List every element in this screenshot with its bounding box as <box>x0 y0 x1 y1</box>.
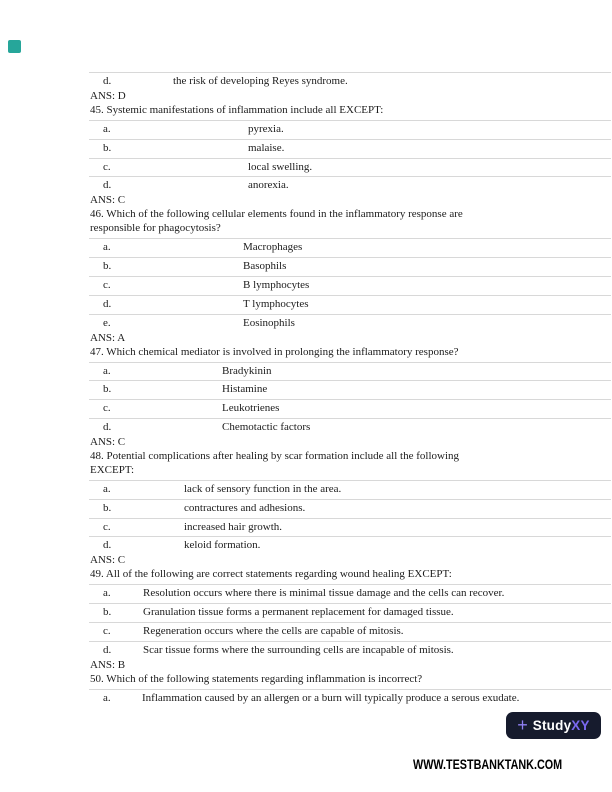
option-text: contractures and adhesions. <box>184 501 306 514</box>
option-row <box>89 536 611 551</box>
question-list <box>90 69 611 706</box>
option-text: Chemotactic factors <box>222 420 311 433</box>
option-text: B lymphocytes <box>243 278 310 291</box>
option-row <box>89 622 611 641</box>
option-text: malaise. <box>248 141 285 154</box>
option-letter: d. <box>103 75 112 87</box>
option-letter: b. <box>103 141 112 154</box>
option-row <box>89 689 611 704</box>
option-row <box>89 603 611 622</box>
option-letter: e. <box>103 316 111 329</box>
option-letter: c. <box>103 402 111 415</box>
option-row <box>89 176 611 191</box>
options-table <box>89 238 611 328</box>
question-text: 48. Potential complications after healing by scar formation include all the following <box>90 449 460 462</box>
option-text: Resolution occurs where there is minimal tissue damage and the cells can recover. <box>143 587 505 600</box>
studyxy-logo <box>506 712 601 739</box>
question-block-50 <box>90 672 611 704</box>
option-text: Macrophages <box>243 241 303 254</box>
answer-line: ANS: C <box>90 435 126 448</box>
website-url: WWW.TESTBANKTANK.COM <box>413 757 563 772</box>
option-row <box>89 295 611 314</box>
options-table <box>89 72 611 87</box>
option-row <box>89 276 611 295</box>
option-row <box>89 380 611 399</box>
logo-study-text: Study <box>532 717 572 733</box>
options-table <box>89 362 611 433</box>
option-row <box>89 518 611 537</box>
option-text: Eosinophils <box>243 316 295 329</box>
option-row <box>89 399 611 418</box>
option-letter: c. <box>103 160 111 173</box>
option-text: Bradykinin <box>222 364 272 377</box>
question-block-48 <box>90 449 611 567</box>
options-table <box>89 480 611 551</box>
option-letter: d. <box>103 179 112 192</box>
option-letter: d. <box>103 643 112 656</box>
question-text: 49. All of the following are correct statements regarding wound healing EXCEPT: <box>90 568 452 581</box>
option-text: increased hair growth. <box>184 520 283 533</box>
options-table <box>89 584 611 655</box>
logo-xy-text: XY <box>571 717 590 733</box>
option-text: the risk of developing Reyes syndrome. <box>173 75 348 87</box>
answer-line: ANS: C <box>90 554 126 567</box>
option-letter: a. <box>103 123 111 135</box>
option-text: Leukotrienes <box>222 402 280 415</box>
option-text: anorexia. <box>248 179 289 192</box>
option-letter: a. <box>103 241 111 254</box>
option-row <box>89 362 611 381</box>
question-block-46 <box>90 207 611 344</box>
option-row <box>89 480 611 499</box>
question-block-49 <box>90 567 611 671</box>
option-row <box>89 418 611 433</box>
question-text: 46. Which of the following cellular elements found in the inflammatory response are <box>90 208 463 221</box>
option-row <box>89 238 611 257</box>
option-text: Basophils <box>243 260 287 273</box>
option-text: Regeneration occurs where the cells are capable of mitosis. <box>143 624 404 637</box>
option-text: Histamine <box>222 383 268 396</box>
answer-line: ANS: A <box>90 331 126 344</box>
question-text: 50. Which of the following statements regarding inflammation is incorrect? <box>90 672 423 685</box>
option-letter: c. <box>103 624 111 637</box>
question-text: EXCEPT: <box>90 463 135 476</box>
option-letter: d. <box>103 297 112 310</box>
option-row <box>89 499 611 518</box>
question-text: 45. Systemic manifestations of inflammation include all EXCEPT: <box>90 104 384 116</box>
question-block-47 <box>90 345 611 449</box>
option-row <box>89 641 611 656</box>
answer-line: ANS: B <box>90 658 126 671</box>
option-row <box>89 314 611 329</box>
option-text: Inflammation caused by an allergen or a burn will typically produce a serous exudate. <box>142 691 520 704</box>
option-letter: a. <box>103 482 111 495</box>
option-letter: b. <box>103 501 112 514</box>
logo-wordmark <box>533 719 590 733</box>
option-text: pyrexia. <box>248 123 284 135</box>
option-row <box>89 139 611 158</box>
options-table <box>89 689 611 704</box>
option-row <box>89 120 611 139</box>
question-text: 47. Which chemical mediator is involved in prolonging the inflammatory response? <box>90 345 459 358</box>
option-text: Scar tissue forms where the surrounding cells are incapable of mitosis. <box>143 643 454 656</box>
option-text: Granulation tissue forms a permanent replacement for damaged tissue. <box>143 606 454 619</box>
corner-mark <box>8 40 21 53</box>
answer-line: ANS: C <box>90 194 126 207</box>
option-letter: a. <box>103 364 111 377</box>
question-text: responsible for phagocytosis? <box>90 222 221 235</box>
option-letter: d. <box>103 420 112 433</box>
option-row <box>89 158 611 177</box>
answer-line: ANS: D <box>90 90 126 102</box>
question-block-45 <box>90 103 611 207</box>
option-text: T lymphocytes <box>243 297 309 310</box>
option-letter: d. <box>103 539 112 552</box>
option-letter: b. <box>103 606 112 619</box>
option-letter: c. <box>103 278 111 291</box>
option-letter: b. <box>103 260 112 273</box>
option-letter: b. <box>103 383 112 396</box>
plus-icon: + <box>517 714 528 735</box>
option-text: lack of sensory function in the area. <box>184 482 342 495</box>
option-row <box>89 257 611 276</box>
option-letter: a. <box>103 691 111 704</box>
question-block-44 <box>90 72 611 103</box>
options-table <box>89 120 611 191</box>
option-row <box>89 584 611 603</box>
option-letter: a. <box>103 587 111 600</box>
option-text: local swelling. <box>248 160 313 173</box>
option-letter: c. <box>103 520 111 533</box>
option-text: keloid formation. <box>184 539 261 552</box>
option-row <box>89 72 611 87</box>
